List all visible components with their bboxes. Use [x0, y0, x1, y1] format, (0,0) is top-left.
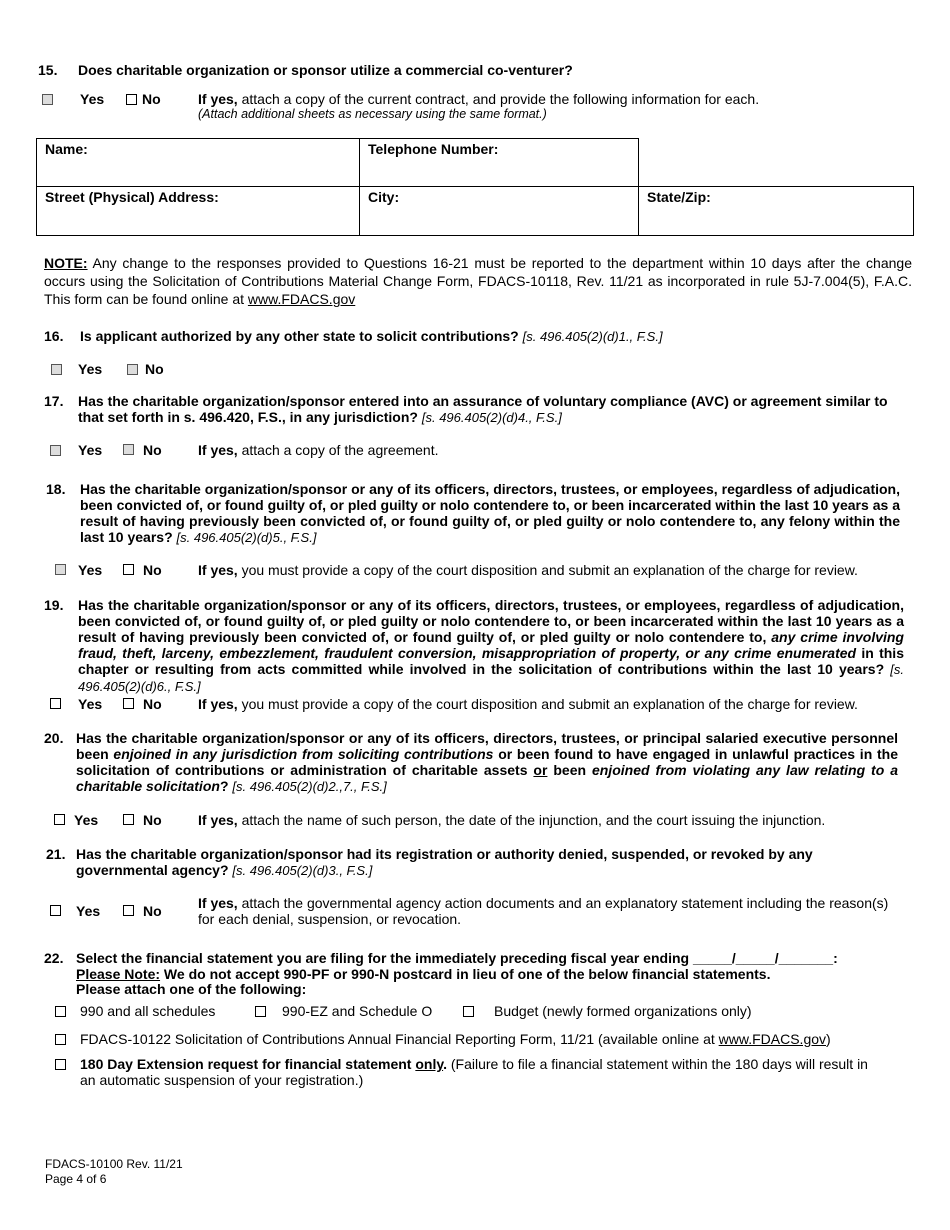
q19-citation: [s. 496.405(2)(d)6., F.S.]	[78, 662, 905, 694]
q22-please-note-text: We do not accept 990-PF or 990-N postcard in lieu of one of the below financial statements.	[160, 966, 771, 982]
q18-number: 18.	[46, 481, 66, 497]
opt-fdacs10122-label	[80, 1031, 831, 1047]
q15-attach-note: (Attach additional sheets as necessary using the same format.)	[198, 107, 547, 121]
q17-question-text: Has the charitable organization/sponsor entered into an assurance of voluntary compliance (AVC) or agreement similar to that set forth in s. 496.420, F.S., in any jurisdiction?	[78, 393, 888, 425]
q19-if-yes-text: you must provide a copy of the court disposition and submit an explanation of the charge for review.	[237, 696, 858, 712]
note-link[interactable]: www.FDACS.gov	[247, 291, 356, 307]
q18-no-checkbox[interactable]	[123, 564, 134, 575]
q22-please-note	[76, 966, 770, 982]
q22-number: 22.	[44, 950, 64, 966]
q15-question: Does charitable organization or sponsor utilize a commercial co-venturer?	[78, 62, 573, 78]
q20-if-yes-text: attach the name of such person, the date of the injunction, and the court issuing the injunction.	[237, 812, 826, 828]
q20-no-checkbox[interactable]	[123, 814, 134, 825]
q15-yes-checkbox[interactable]	[42, 94, 53, 105]
opt-fdacs10122-link[interactable]: www.FDACS.gov	[718, 1031, 827, 1047]
name-label: Name:	[45, 141, 88, 157]
q17-no-checkbox[interactable]	[123, 444, 134, 455]
footer-page-number: Page 4 of 6	[45, 1172, 107, 1186]
q20-text-d: or	[533, 762, 548, 778]
q20-yes-checkbox[interactable]	[54, 814, 65, 825]
note-paragraph	[44, 254, 912, 308]
q17-instruction	[198, 442, 439, 458]
opt-extension-checkbox[interactable]	[55, 1059, 66, 1070]
q22-please-note-label: Please Note:	[76, 966, 161, 982]
city-label: City:	[368, 189, 400, 205]
q15-yes-label: Yes	[80, 91, 105, 107]
q21-no-checkbox[interactable]	[123, 905, 134, 916]
footer-form-number: FDACS-10100 Rev. 11/21	[45, 1157, 183, 1171]
q19-no-label: No	[143, 696, 162, 712]
q20-if-yes: If yes,	[198, 812, 238, 828]
q19-if-yes: If yes,	[198, 696, 238, 712]
opt-budget-label: Budget (newly formed organizations only)	[494, 1003, 752, 1019]
q20-no-label: No	[143, 812, 162, 828]
q15-no-checkbox[interactable]	[126, 94, 137, 105]
name-field[interactable]	[36, 138, 360, 187]
q16-yes-checkbox[interactable]	[51, 364, 62, 375]
q21-citation: [s. 496.405(2)(d)3., F.S.]	[232, 863, 373, 878]
q19-text-c: in this chapter or resulting from acts committed while involved in the solicitation of contributions within the last 10 years?	[78, 645, 904, 677]
q20-text-c: or been found to have engaged in unlawful practices in the solicitation of contributions or administration of charitable assets	[76, 746, 898, 778]
q21-question	[76, 846, 826, 879]
q21-yes-label: Yes	[76, 903, 101, 919]
opt-extension-text: (Failure to file a financial statement within the 180 days will result in an automatic suspension of your registration.)	[80, 1056, 868, 1088]
q21-yes-checkbox[interactable]	[50, 905, 61, 916]
q18-if-yes-text: you must provide a copy of the court disposition and submit an explanation of the charge for review.	[237, 562, 858, 578]
q17-no-label: No	[143, 442, 162, 458]
q20-text-a: Has the charitable organization/sponsor or any of its officers, directors, trustees, or principal salaried executive personnel been	[76, 730, 898, 762]
q15-if-yes: If yes,	[198, 91, 238, 107]
telephone-field[interactable]	[359, 138, 639, 187]
q18-if-yes: If yes,	[198, 562, 238, 578]
street-address-label: Street (Physical) Address:	[45, 189, 219, 205]
q15-no-label: No	[142, 91, 161, 107]
q16-yes-label: Yes	[78, 361, 103, 377]
q21-if-yes: If yes,	[198, 895, 238, 911]
q20-text-e: been	[547, 762, 592, 778]
q18-yes-checkbox[interactable]	[55, 564, 66, 575]
q15-number: 15.	[38, 62, 58, 78]
q21-question-text: Has the charitable organization/sponsor had its registration or authority denied, suspended, or revoked by any governmental agency?	[76, 846, 813, 878]
q16-no-checkbox[interactable]	[127, 364, 138, 375]
q21-instruction	[198, 895, 908, 927]
q20-text-b: enjoined in any jurisdiction from soliciting contributions	[113, 746, 494, 762]
q17-if-yes-text: attach a copy of the agreement.	[237, 442, 439, 458]
q18-yes-label: Yes	[78, 562, 103, 578]
q16-question	[80, 328, 663, 345]
q20-text-f: enjoined from violating any law relating to a charitable solicitation	[76, 762, 898, 794]
opt-extension-only: only	[415, 1056, 444, 1072]
city-field[interactable]	[359, 186, 639, 236]
q20-instruction	[198, 812, 825, 828]
q19-number: 19.	[44, 597, 64, 613]
q22-attach: Please attach one of the following:	[76, 981, 307, 997]
q19-instruction	[198, 696, 858, 712]
q18-question	[80, 481, 900, 546]
opt-fdacs10122-text: FDACS-10122 Solicitation of Contributions Annual Financial Reporting Form, 11/21 (available online at	[80, 1031, 719, 1047]
q21-number: 21.	[46, 846, 66, 862]
opt-extension-dot: .	[443, 1056, 447, 1072]
telephone-label: Telephone Number:	[368, 141, 499, 157]
opt-990-checkbox[interactable]	[55, 1006, 66, 1017]
opt-fdacs10122-end: )	[826, 1031, 831, 1047]
opt-budget-checkbox[interactable]	[463, 1006, 474, 1017]
state-zip-field[interactable]	[638, 186, 914, 236]
q17-question	[78, 393, 908, 426]
q20-yes-label: Yes	[74, 812, 99, 828]
opt-extension-bold: 180 Day Extension request for financial statement	[80, 1056, 416, 1072]
q21-if-yes-text: attach the governmental agency action documents and an explanatory statement including the reason(s) for each denial, suspension, or revocation.	[198, 895, 889, 927]
opt-990ez-label: 990-EZ and Schedule O	[282, 1003, 433, 1019]
q16-question-text: Is applicant authorized by any other state to solicit contributions?	[80, 328, 519, 344]
q18-question-text: Has the charitable organization/sponsor or any of its officers, directors, trustees, or employees, regardless of adjudication, been convicted of, or found guilty of, or pled guilty or nolo contendere to, or been incarcerated within the last 10 years as a result of having previously been convicted of, or found guilty of, or pled guilty or nolo contendere to, any felony within the last 10 years?	[80, 481, 900, 545]
q17-yes-label: Yes	[78, 442, 103, 458]
q19-no-checkbox[interactable]	[123, 698, 134, 709]
q17-number: 17.	[44, 393, 64, 409]
q17-yes-checkbox[interactable]	[50, 445, 61, 456]
opt-extension-label	[80, 1056, 880, 1088]
q15-if-yes-text: attach a copy of the current contract, and provide the following information for each.	[237, 91, 760, 107]
q17-citation: [s. 496.405(2)(d)4., F.S.]	[421, 410, 562, 425]
q20-question	[76, 730, 898, 795]
note-text: Any change to the responses provided to Questions 16-21 must be reported to the department within 10 days after the change occurs using the Solicitation of Contributions Material Change Form, FDACS-10118, Rev. 11/21 as incorporated in rule 5J-7.004(5), F.A.C. This form can be found online at	[44, 255, 912, 307]
q19-yes-checkbox[interactable]	[50, 698, 61, 709]
q17-if-yes: If yes,	[198, 442, 238, 458]
street-address-field[interactable]	[36, 186, 360, 236]
q19-text-b: any crime involving fraud, theft, larceny, embezzlement, fraudulent conversion, misappropriation of property, or any crime enumerated	[78, 629, 904, 661]
q21-no-label: No	[143, 903, 162, 919]
q16-citation: [s. 496.405(2)(d)1., F.S.]	[522, 329, 663, 344]
q20-number: 20.	[44, 730, 64, 746]
note-label: NOTE:	[44, 255, 88, 271]
q20-text-g: ?	[219, 778, 229, 794]
q15-instruction	[198, 91, 759, 107]
q19-question	[78, 597, 904, 695]
q20-citation: [s. 496.405(2)(d)2.,7., F.S.]	[232, 779, 387, 794]
q19-text-a: Has the charitable organization/sponsor or any of its officers, directors, trustees, or employees, regardless of adjudication, been convicted of, or found guilty of, or pled guilty or nolo contendere to, or been incarcerated within the last 10 years as a result of having previously been convicted of, or found guilty of, or pled guilty or nolo contendere to,	[78, 597, 904, 645]
q18-instruction	[198, 562, 858, 578]
state-zip-label: State/Zip:	[647, 189, 711, 205]
q16-no-label: No	[145, 361, 164, 377]
q19-yes-label: Yes	[78, 696, 103, 712]
opt-990ez-checkbox[interactable]	[255, 1006, 266, 1017]
q18-citation: [s. 496.405(2)(d)5., F.S.]	[176, 530, 317, 545]
q18-no-label: No	[143, 562, 162, 578]
q22-question: Select the financial statement you are filing for the immediately preceding fiscal year ending _____/_____/_______:	[76, 950, 838, 966]
opt-fdacs10122-checkbox[interactable]	[55, 1034, 66, 1045]
opt-990-label: 990 and all schedules	[80, 1003, 216, 1019]
q16-number: 16.	[44, 328, 64, 344]
